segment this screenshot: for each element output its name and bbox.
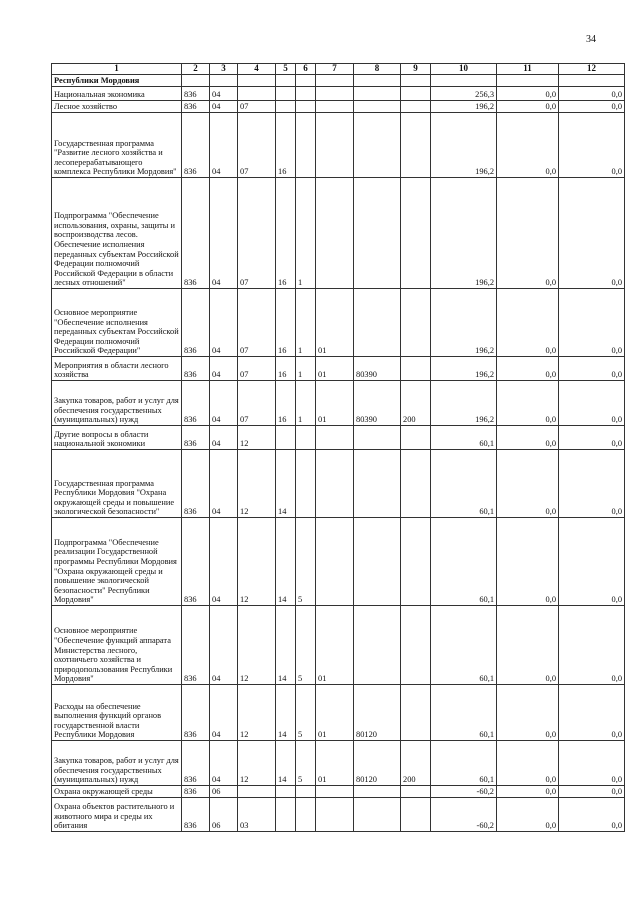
row-label: Охрана объектов растительного и животного мира и среды их обитания <box>52 798 182 832</box>
code-cell: 16 <box>276 178 296 289</box>
code-cell <box>401 685 431 741</box>
table-header-row <box>52 64 625 75</box>
code-cell: 04 <box>210 426 238 450</box>
amount-cell: 0,0 <box>559 87 625 101</box>
row-label: Закупка товаров, работ и услуг для обеспечения государственных (муниципальных) нужд <box>52 381 182 426</box>
row-label: Другие вопросы в области национальной экономики <box>52 426 182 450</box>
amount-cell: 60,1 <box>431 426 497 450</box>
code-cell: 5 <box>296 518 316 606</box>
code-cell <box>276 87 296 101</box>
code-cell <box>316 518 354 606</box>
table-row <box>52 606 625 685</box>
amount-cell: 0,0 <box>559 518 625 606</box>
code-cell <box>354 289 401 357</box>
row-label: Основное мероприятие "Обеспечение функций аппарата Министерства лесного, охотничьего хозяйства и природопользования Республики Мордовия" <box>52 606 182 685</box>
code-cell: 04 <box>210 381 238 426</box>
code-cell <box>401 357 431 381</box>
code-cell: 836 <box>182 87 210 101</box>
code-cell: 01 <box>316 381 354 426</box>
code-cell: 836 <box>182 741 210 786</box>
code-cell: 14 <box>276 741 296 786</box>
row-label: Закупка товаров, работ и услуг для обеспечения государственных (муниципальных) нужд <box>52 741 182 786</box>
code-cell <box>401 786 431 798</box>
amount-cell: 0,0 <box>559 101 625 113</box>
code-cell <box>316 798 354 832</box>
code-cell <box>401 426 431 450</box>
code-cell: 07 <box>238 289 276 357</box>
code-cell: 04 <box>210 518 238 606</box>
code-cell: 14 <box>276 518 296 606</box>
column-header: 6 <box>296 64 316 75</box>
amount-cell: 0,0 <box>497 518 559 606</box>
row-label: Охрана окружающей среды <box>52 786 182 798</box>
region-title-row <box>52 75 625 87</box>
code-cell <box>296 101 316 113</box>
code-cell: 07 <box>238 101 276 113</box>
code-cell: 04 <box>210 741 238 786</box>
code-cell: 836 <box>182 798 210 832</box>
code-cell: 04 <box>210 685 238 741</box>
code-cell <box>238 87 276 101</box>
code-cell: 5 <box>296 685 316 741</box>
amount-cell: 0,0 <box>497 741 559 786</box>
code-cell <box>354 606 401 685</box>
amount-cell: 0,0 <box>497 450 559 518</box>
table-row <box>52 178 625 289</box>
code-cell: 04 <box>210 113 238 178</box>
code-cell: 836 <box>182 606 210 685</box>
table-row <box>52 450 625 518</box>
table-row <box>52 798 625 832</box>
amount-cell: 196,2 <box>431 101 497 113</box>
code-cell <box>296 786 316 798</box>
code-cell <box>401 450 431 518</box>
code-cell: 836 <box>182 289 210 357</box>
amount-cell: 0,0 <box>497 381 559 426</box>
amount-cell: 0,0 <box>559 113 625 178</box>
code-cell <box>276 798 296 832</box>
table-row <box>52 289 625 357</box>
code-cell <box>316 113 354 178</box>
code-cell <box>401 289 431 357</box>
amount-cell: 196,2 <box>431 381 497 426</box>
code-cell <box>316 87 354 101</box>
amount-cell: 0,0 <box>497 113 559 178</box>
table-body <box>52 75 625 832</box>
amount-cell: 0,0 <box>497 798 559 832</box>
amount-cell: 0,0 <box>497 101 559 113</box>
code-cell <box>296 798 316 832</box>
amount-cell: 60,1 <box>431 606 497 685</box>
code-cell: 01 <box>316 289 354 357</box>
row-label: Расходы на обеспечение выполнения функций органов государственной власти Республики Мордовия <box>52 685 182 741</box>
code-cell <box>238 786 276 798</box>
amount-cell: 0,0 <box>497 426 559 450</box>
amount-cell: 0,0 <box>497 289 559 357</box>
code-cell <box>296 426 316 450</box>
code-cell <box>401 113 431 178</box>
code-cell <box>354 426 401 450</box>
code-cell: 01 <box>316 606 354 685</box>
code-cell: 836 <box>182 786 210 798</box>
code-cell: 14 <box>276 685 296 741</box>
code-cell <box>316 426 354 450</box>
amount-cell: 60,1 <box>431 450 497 518</box>
amount-cell: 196,2 <box>431 289 497 357</box>
row-label: Государственная программа "Развитие лесного хозяйства и лесоперерабатывающего комплекса Республики Мордовия" <box>52 113 182 178</box>
table-row <box>52 381 625 426</box>
amount-cell: 196,2 <box>431 357 497 381</box>
code-cell <box>401 87 431 101</box>
code-cell: 80390 <box>354 381 401 426</box>
code-cell <box>401 101 431 113</box>
code-cell <box>401 518 431 606</box>
amount-cell: 256,3 <box>431 87 497 101</box>
code-cell <box>354 87 401 101</box>
code-cell <box>354 101 401 113</box>
table-row <box>52 741 625 786</box>
code-cell: 07 <box>238 113 276 178</box>
code-cell: 04 <box>210 178 238 289</box>
code-cell <box>296 450 316 518</box>
row-label: Национальная экономика <box>52 87 182 101</box>
code-cell: 836 <box>182 113 210 178</box>
code-cell <box>354 786 401 798</box>
amount-cell: 196,2 <box>431 178 497 289</box>
code-cell: 80120 <box>354 741 401 786</box>
code-cell: 04 <box>210 450 238 518</box>
column-header: 2 <box>182 64 210 75</box>
amount-cell: 0,0 <box>559 786 625 798</box>
row-label: Основное мероприятие "Обеспечение исполнения переданных субъектам Российской Федерации полномочий Российской Федерации" <box>52 289 182 357</box>
code-cell: 04 <box>210 289 238 357</box>
code-cell: 03 <box>238 798 276 832</box>
code-cell: 01 <box>316 357 354 381</box>
code-cell <box>316 178 354 289</box>
code-cell: 80390 <box>354 357 401 381</box>
code-cell: 5 <box>296 741 316 786</box>
amount-cell: 0,0 <box>497 178 559 289</box>
column-header: 4 <box>238 64 276 75</box>
code-cell: 06 <box>210 798 238 832</box>
amount-cell: 0,0 <box>559 357 625 381</box>
code-cell: 04 <box>210 606 238 685</box>
code-cell: 5 <box>296 606 316 685</box>
code-cell: 01 <box>316 685 354 741</box>
amount-cell: 0,0 <box>559 178 625 289</box>
table-row <box>52 87 625 101</box>
code-cell: 14 <box>276 606 296 685</box>
code-cell: 836 <box>182 357 210 381</box>
code-cell: 04 <box>210 87 238 101</box>
amount-cell: -60,2 <box>431 786 497 798</box>
amount-cell: 0,0 <box>559 381 625 426</box>
table-row <box>52 113 625 178</box>
amount-cell: 0,0 <box>497 786 559 798</box>
column-header: 3 <box>210 64 238 75</box>
code-cell <box>354 450 401 518</box>
amount-cell: 0,0 <box>559 685 625 741</box>
code-cell <box>316 786 354 798</box>
column-header: 12 <box>559 64 625 75</box>
code-cell <box>401 178 431 289</box>
code-cell: 200 <box>401 381 431 426</box>
amount-cell: 0,0 <box>559 450 625 518</box>
amount-cell: 0,0 <box>559 798 625 832</box>
column-header: 5 <box>276 64 296 75</box>
amount-cell: 0,0 <box>497 606 559 685</box>
code-cell: 80120 <box>354 685 401 741</box>
code-cell: 04 <box>210 101 238 113</box>
code-cell: 836 <box>182 518 210 606</box>
code-cell: 12 <box>238 685 276 741</box>
column-header: 10 <box>431 64 497 75</box>
code-cell: 836 <box>182 381 210 426</box>
code-cell: 16 <box>276 113 296 178</box>
code-cell: 836 <box>182 426 210 450</box>
table-row <box>52 426 625 450</box>
code-cell <box>354 798 401 832</box>
code-cell: 836 <box>182 450 210 518</box>
amount-cell: 0,0 <box>559 426 625 450</box>
code-cell <box>354 113 401 178</box>
code-cell: 07 <box>238 381 276 426</box>
code-cell <box>401 798 431 832</box>
code-cell <box>296 113 316 178</box>
code-cell: 1 <box>296 178 316 289</box>
code-cell <box>354 518 401 606</box>
code-cell: 04 <box>210 357 238 381</box>
code-cell <box>316 101 354 113</box>
code-cell: 836 <box>182 101 210 113</box>
row-label: Мероприятия в области лесного хозяйства <box>52 357 182 381</box>
column-header: 1 <box>52 64 182 75</box>
amount-cell: 0,0 <box>559 741 625 786</box>
code-cell: 1 <box>296 357 316 381</box>
code-cell: 16 <box>276 357 296 381</box>
code-cell <box>276 786 296 798</box>
code-cell: 07 <box>238 357 276 381</box>
amount-cell: 60,1 <box>431 685 497 741</box>
row-label: Подпрограмма "Обеспечение использования, охраны, защиты и воспроизводства лесов. Обеспечение исполнения переданных субъектам Российской Федерации полномочий Российской Федерации в области лесных отношений" <box>52 178 182 289</box>
table-row <box>52 685 625 741</box>
budget-table <box>51 63 625 832</box>
code-cell <box>401 606 431 685</box>
code-cell <box>354 178 401 289</box>
code-cell <box>276 426 296 450</box>
code-cell: 1 <box>296 289 316 357</box>
amount-cell: 0,0 <box>497 685 559 741</box>
code-cell: 07 <box>238 178 276 289</box>
code-cell: 836 <box>182 685 210 741</box>
code-cell: 12 <box>238 606 276 685</box>
amount-cell: -60,2 <box>431 798 497 832</box>
table-row <box>52 357 625 381</box>
row-label: Государственная программа Республики Мордовия "Охрана окружающей среды и повышение экологической безопасности" <box>52 450 182 518</box>
code-cell: 16 <box>276 381 296 426</box>
code-cell: 14 <box>276 450 296 518</box>
code-cell: 1 <box>296 381 316 426</box>
row-label: Лесное хозяйство <box>52 101 182 113</box>
code-cell: 836 <box>182 178 210 289</box>
code-cell <box>316 450 354 518</box>
table-row <box>52 786 625 798</box>
page-number: 34 <box>586 34 596 45</box>
amount-cell: 0,0 <box>559 606 625 685</box>
column-header: 9 <box>401 64 431 75</box>
code-cell <box>276 101 296 113</box>
column-header: 8 <box>354 64 401 75</box>
region-title: Республики Мордовия <box>52 75 182 87</box>
amount-cell: 60,1 <box>431 518 497 606</box>
code-cell: 01 <box>316 741 354 786</box>
code-cell: 12 <box>238 741 276 786</box>
amount-cell: 0,0 <box>497 357 559 381</box>
amount-cell: 0,0 <box>497 87 559 101</box>
row-label: Подпрограмма "Обеспечение реализации Государственной программы Республики Мордовия "Охрана окружающей среды и повышение экологической безопасности" Республики Мордовия" <box>52 518 182 606</box>
code-cell: 200 <box>401 741 431 786</box>
amount-cell: 196,2 <box>431 113 497 178</box>
amount-cell: 0,0 <box>559 289 625 357</box>
table-row <box>52 101 625 113</box>
code-cell: 16 <box>276 289 296 357</box>
table-row <box>52 518 625 606</box>
column-header: 7 <box>316 64 354 75</box>
code-cell: 12 <box>238 426 276 450</box>
code-cell <box>296 87 316 101</box>
code-cell: 12 <box>238 518 276 606</box>
code-cell: 12 <box>238 450 276 518</box>
amount-cell: 60,1 <box>431 741 497 786</box>
code-cell: 06 <box>210 786 238 798</box>
column-header: 11 <box>497 64 559 75</box>
